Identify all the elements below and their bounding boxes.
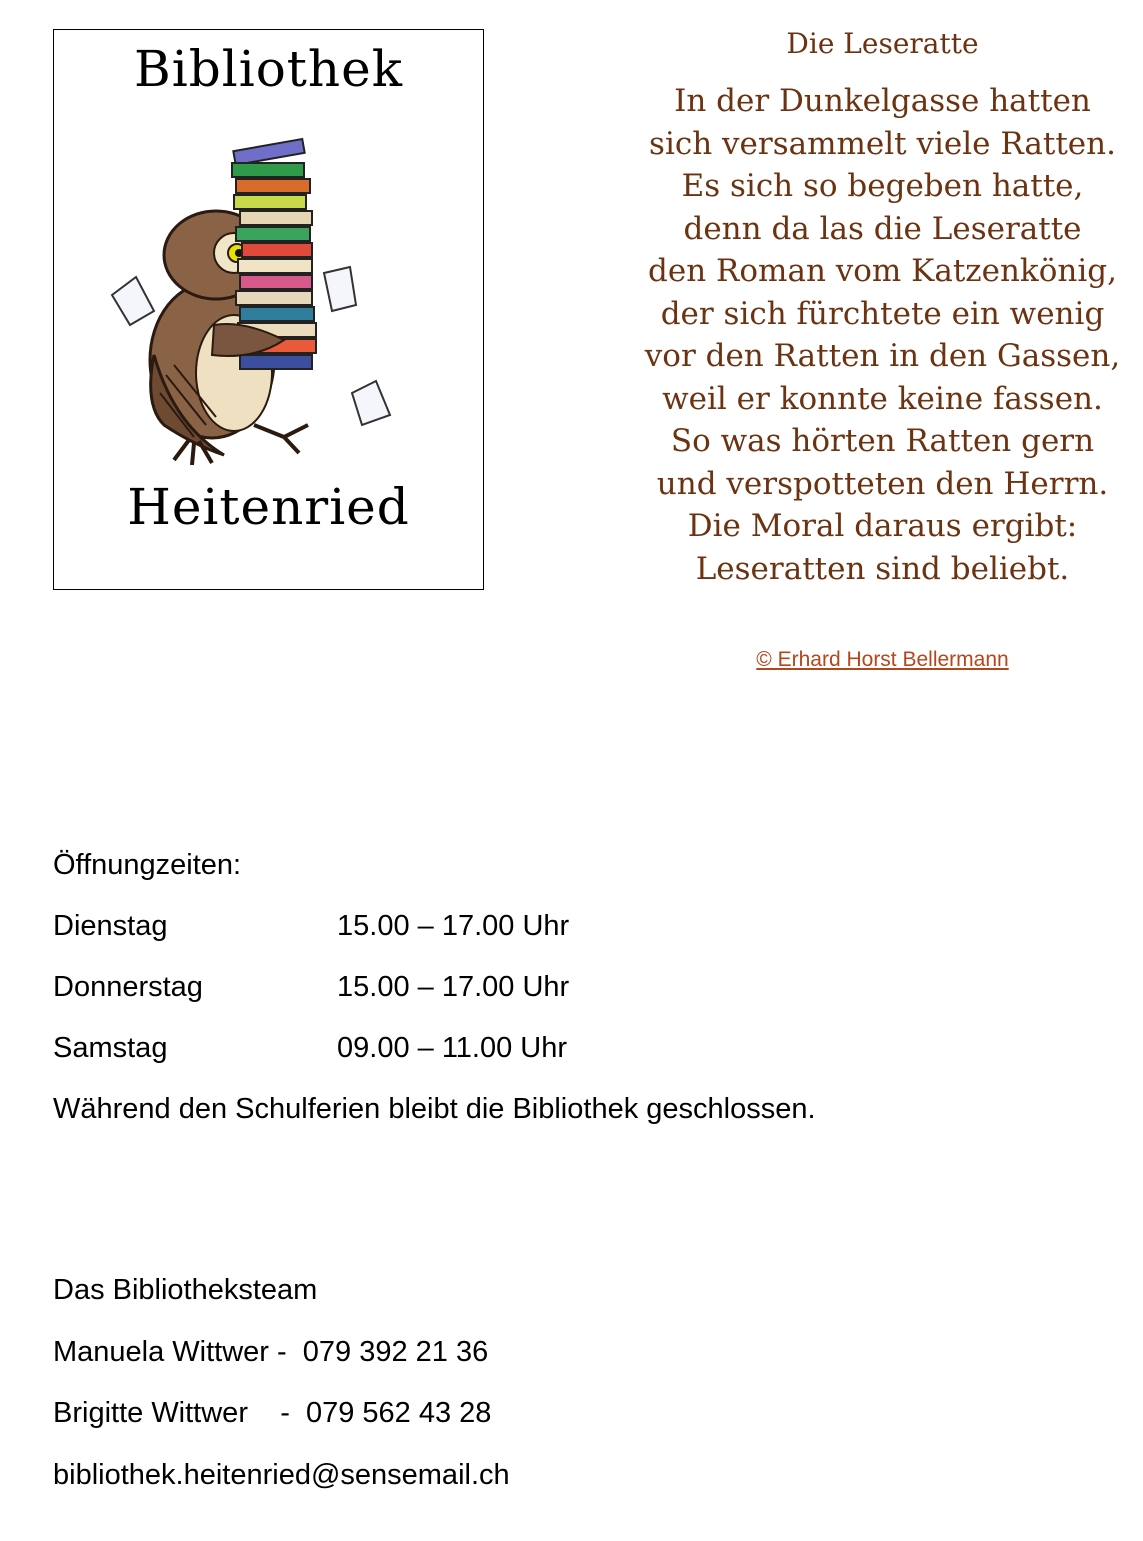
poem-line: denn da las die Leseratte (683, 210, 1082, 247)
poem-title: Die Leseratte (786, 27, 979, 60)
team-heading: Das Bibliotheksteam (53, 1274, 318, 1306)
hours-time: 09.00 – 11.00 Uhr (337, 1032, 568, 1064)
opening-hours (53, 835, 816, 1140)
hours-row (53, 1018, 816, 1079)
hours-row (53, 957, 816, 1018)
poem-line: der sich fürchtete ein wenig (660, 295, 1105, 332)
poem-line: sich versammelt viele Ratten. (649, 125, 1116, 162)
poem-line: Leseratten sind beliebt. (695, 550, 1070, 587)
hours-row (53, 896, 816, 957)
logo-title-top: Bibliothek (133, 40, 403, 98)
hours-day: Samstag (53, 1032, 168, 1064)
poem-line: Die Moral daraus ergibt: (687, 508, 1078, 544)
team-contact: Manuela Wittwer - 079 392 21 36 (53, 1335, 489, 1368)
poem-lines (630, 80, 1135, 590)
hours-day: Donnerstag (53, 971, 203, 1003)
poem-line: In der Dunkelgasse hatten (674, 83, 1091, 119)
library-team (53, 1260, 510, 1506)
team-contact: Brigitte Wittwer - 079 562 43 28 (53, 1397, 492, 1429)
poem-credit-link[interactable]: © Erhard Horst Bellermann (756, 648, 1009, 671)
poem (630, 22, 1135, 590)
hours-day: Dienstag (53, 910, 168, 942)
hours-time: 15.00 – 17.00 Uhr (337, 971, 570, 1003)
holiday-closure-note: Während den Schulferien bleibt die Bibliothek geschlossen. (53, 1093, 816, 1125)
hours-time: 15.00 – 17.00 Uhr (337, 910, 570, 942)
owl-carrying-books-icon (94, 125, 444, 470)
poem-line: So was hörten Ratten gern (670, 423, 1095, 459)
opening-hours-heading: Öffnungzeiten: (53, 849, 242, 881)
library-logo (53, 29, 484, 590)
poem-line: und verspotteten den Herrn. (656, 465, 1109, 502)
poem-line: den Roman vom Katzenkönig, (648, 253, 1117, 289)
poem-line: weil er konnte keine fassen. (662, 380, 1103, 417)
poem-line: vor den Ratten in den Gassen, (644, 338, 1121, 374)
poem-line: Es sich so begeben hatte, (681, 168, 1084, 204)
logo-title-bottom: Heitenried (127, 478, 410, 536)
team-email[interactable]: bibliothek.heitenried@sensemail.ch (53, 1458, 510, 1491)
